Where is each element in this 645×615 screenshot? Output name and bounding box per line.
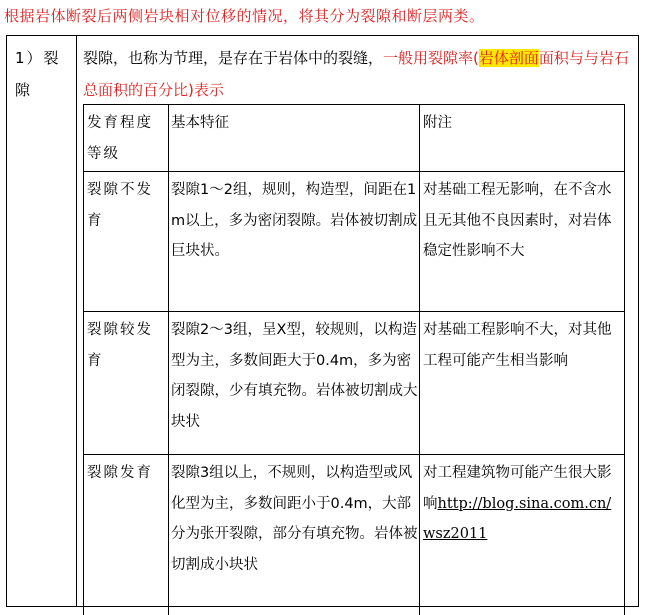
row-1-feature: 裂隙1～2组，规则，构造型，间距在1m以上，多为密闭裂隙。岩体被切割成巨块状。 [171,182,418,259]
description-text: 裂隙，也称为节理，是存在于岩体中的裂缝， [83,49,384,67]
fissure-table [83,104,625,615]
outer-divider [76,36,77,606]
row-2-note: 对基础工程影响不大，对其他工程可能产生相当影响 [423,322,612,369]
description-red-text: 一般用裂隙率( [383,49,479,67]
row-2-level: 裂隙较发育 [87,322,153,369]
row-3-note [423,458,621,550]
blog-link[interactable]: http://blog.sina.com.cn/wsz2011 [423,495,612,542]
section-label: 1）裂隙 [15,49,61,99]
row-divider-2 [84,311,624,312]
header-note: 附注 [423,115,452,131]
row-1-level: 裂隙不发育 [87,182,153,229]
intro-text: 根据岩体断裂后两侧岩块相对位移的情况，将其分为裂隙和断层两类。 [4,7,485,25]
row-1-note: 对基础工程无影响，在不含水且无其他不良因素时，对岩体稳定性影响不大 [423,182,612,259]
col-divider-1 [168,105,169,615]
header-feature: 基本特征 [171,115,229,131]
row-2-feature: 裂隙2～3组，呈X型，较规则，以构造型为主，多数间距大于0.4m，多为密闭裂隙，少有填充物。岩体被切割成大块状 [171,322,418,430]
header-level: 发育程度等级 [87,115,153,162]
row-3-level: 裂隙发育 [87,465,153,481]
row-3-feature: 裂隙3组以上，不规则，以构造型或风化型为主，多数间距小于0.4m，大部分为张开裂隙，部分有填充物。岩体被切割成小块状 [171,465,418,573]
row-3-note-text: 对工程建筑物可能产生很大影响 [423,465,612,512]
description-highlight: 岩体剖面 [478,49,539,67]
outer-table [6,35,639,607]
section-description [83,42,635,106]
row-divider-1 [84,171,624,172]
row-divider-3 [84,454,624,455]
col-divider-2 [419,105,420,615]
description-red-text-2: 面积与与岩石总面积的百分比)表示 [83,49,629,99]
